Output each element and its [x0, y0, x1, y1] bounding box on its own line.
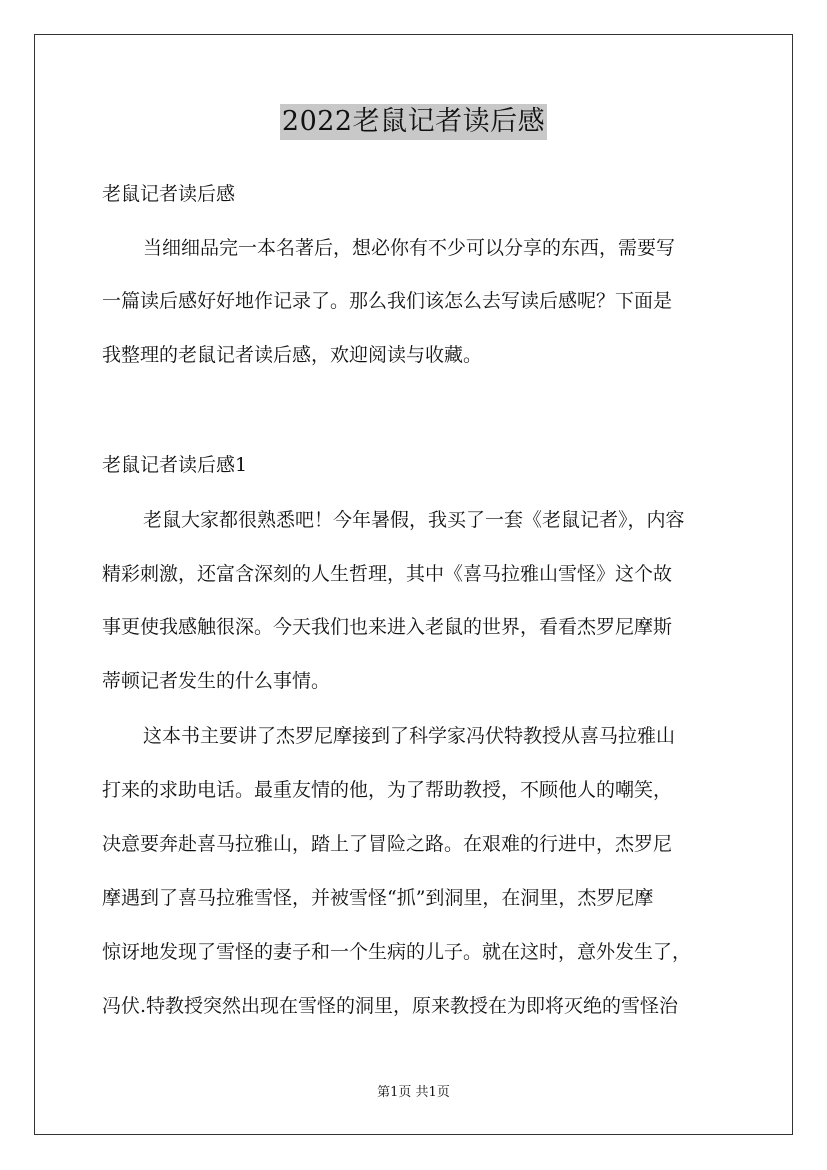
paragraph2-line-4: 摩遇到了喜马拉雅雪怪，并被雪怪“抓”到洞里，在洞里，杰罗尼摩	[102, 887, 654, 909]
paragraph2-line-5: 惊讶地发现了雪怪的妻子和一个生病的儿子。就在这时，意外发生了，	[102, 941, 692, 963]
section-heading: 老鼠记者读后感1	[102, 454, 248, 476]
paragraph1-line-2: 精彩刺激，还富含深刻的人生哲理，其中《喜马拉雅山雪怪》这个故	[102, 563, 673, 585]
document-subtitle: 老鼠记者读后感	[102, 183, 236, 205]
document-title: 2022老鼠记者读后感	[280, 104, 547, 140]
paragraph2-line-2: 打来的求助电话。最重友情的他，为了帮助教授，不顾他人的嘲笑，	[102, 779, 673, 801]
paragraph2-line-1: 这本书主要讲了杰罗尼摩接到了科学家冯伏特教授从喜马拉雅山	[143, 725, 676, 747]
paragraph2-line-3: 决意要奔赴喜马拉雅山，踏上了冒险之路。在艰难的行进中，杰罗尼	[102, 833, 673, 855]
intro-line-1: 当细细品完一本名著后，想必你有不少可以分享的东西，需要写	[143, 237, 676, 259]
paragraph1-line-4: 蒂顿记者发生的什么事情。	[102, 670, 331, 692]
paragraph1-line-1: 老鼠大家都很熟悉吧！今年暑假，我买了一套《老鼠记者》，内容	[143, 509, 685, 531]
page-footer: 第1页 共1页	[377, 1085, 450, 1100]
paragraph2-line-6: 冯伏.特教授突然出现在雪怪的洞里，原来教授在为即将灭绝的雪怪治	[102, 995, 679, 1017]
intro-line-2: 一篇读后感好好地作记录了。那么我们该怎么去写读后感呢？下面是	[102, 290, 673, 312]
intro-line-3: 我整理的老鼠记者读后感，欢迎阅读与收藏。	[102, 344, 483, 366]
title-container	[0, 104, 827, 140]
paragraph1-line-3: 事更使我感触很深。今天我们也来进入老鼠的世界，看看杰罗尼摩斯	[102, 616, 673, 638]
